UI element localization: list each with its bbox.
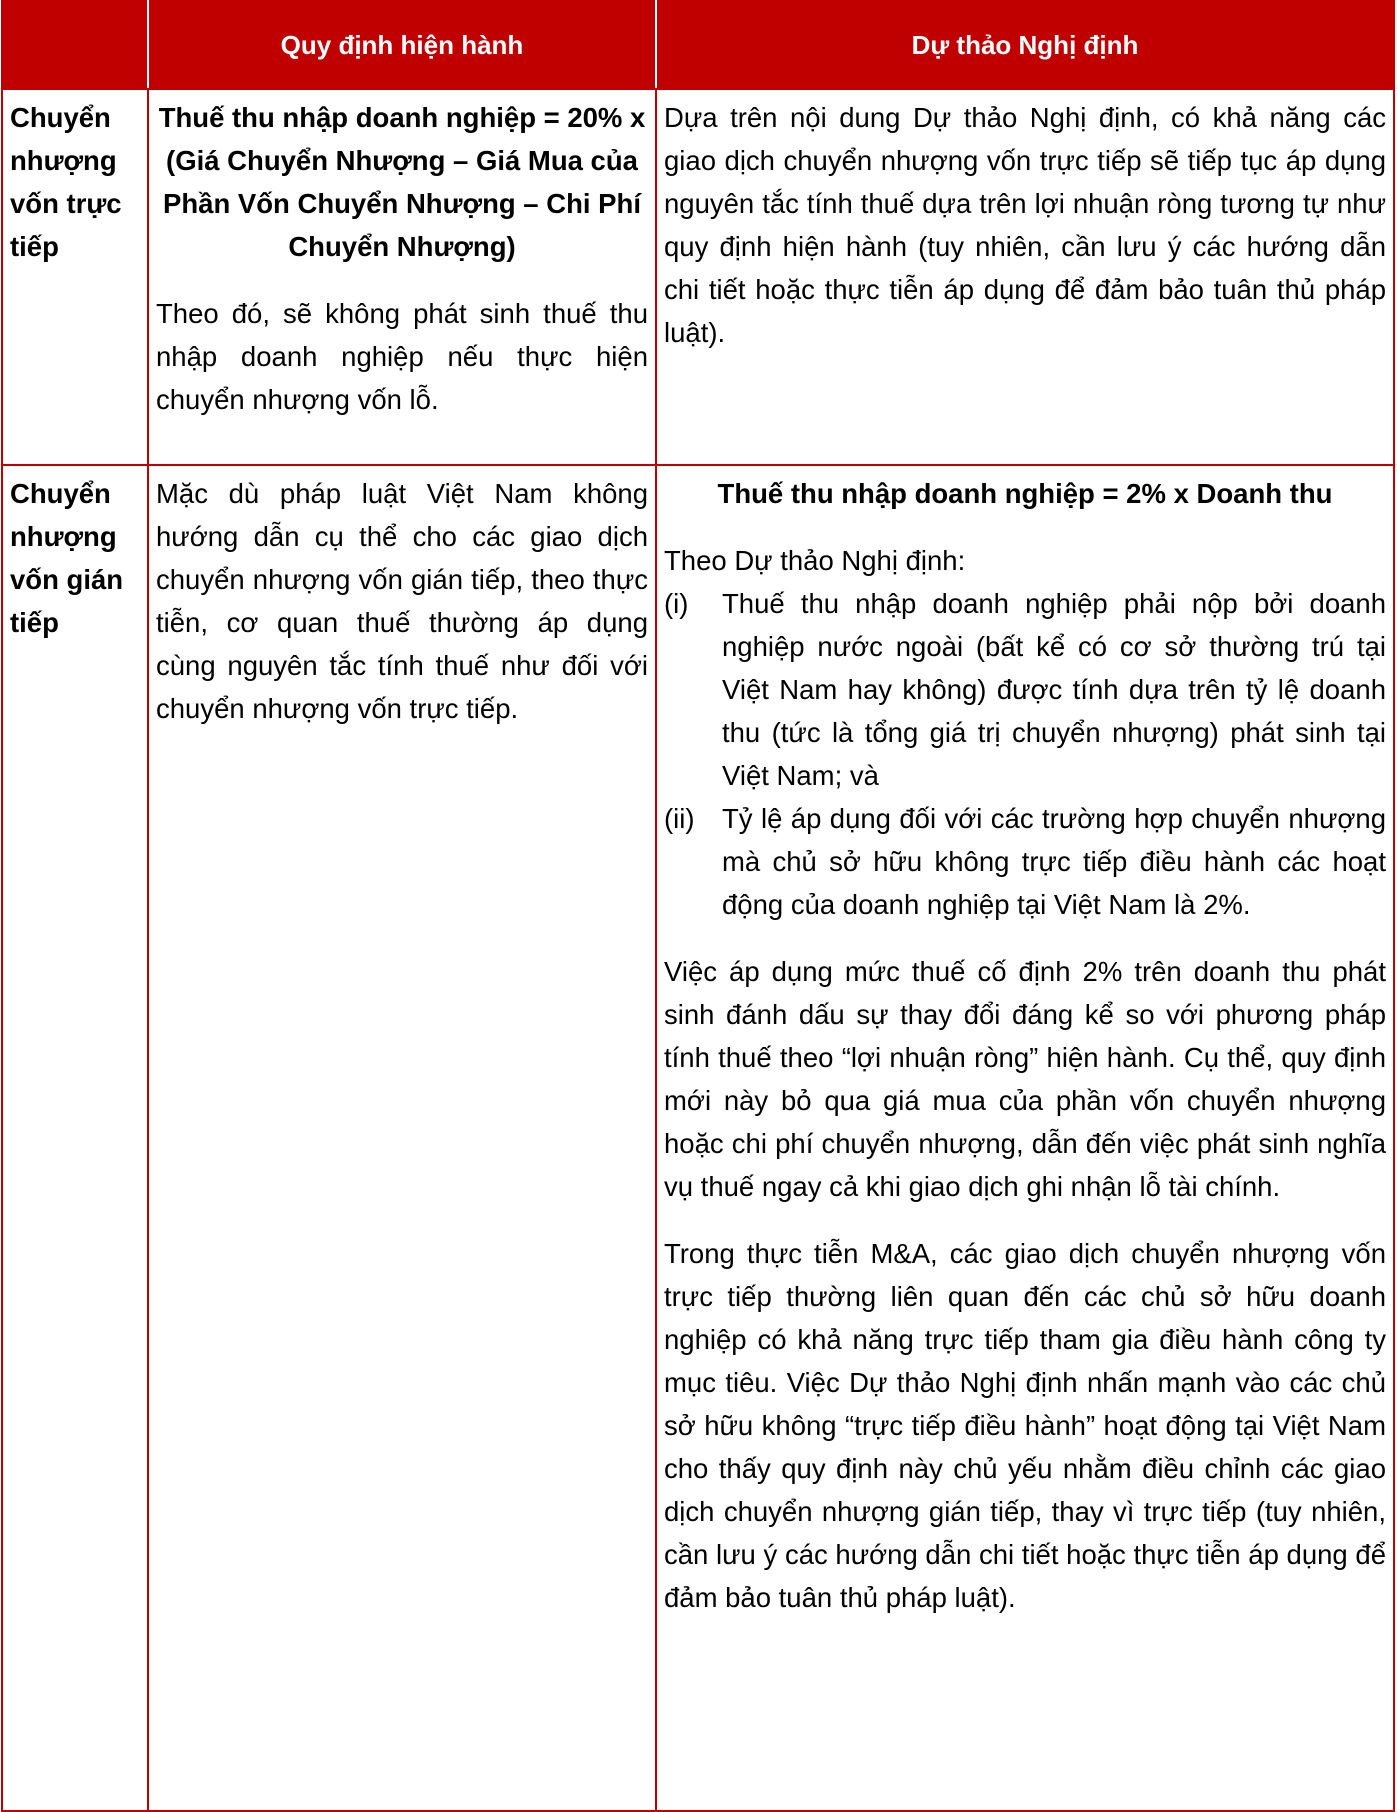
cell-draft-indirect <box>656 465 1394 1811</box>
list-item <box>664 582 1386 797</box>
row-label-direct-transfer: Chuyển nhượng vốn trực tiếp <box>2 89 148 465</box>
draft-indirect-paragraph-2: Trong thực tiễn M&A, các giao dịch chuyển nhượng vốn trực tiếp thường liên quan đến các chủ sở hữu doanh nghiệp có khả năng trực tiếp tham gia điều hành công ty mục tiêu. Việc Dự thảo Nghị định nhấn mạnh vào các chủ sở hữu không “trực tiếp điều hành” hoạt động tại Việt Nam cho thấy quy định này chủ yếu nhằm điều chỉnh các giao dịch chuyển nhượng gián tiếp, thay vì trực tiếp (tuy nhiên, cần lưu ý các hướng dẫn chi tiết hoặc thực tiễn áp dụng để đảm bảo tuân thủ pháp luật). <box>664 1238 1386 1613</box>
draft-indirect-formula: Thuế thu nhập doanh nghiệp = 2% x Doanh thu <box>717 478 1333 509</box>
header-row <box>2 1 1394 89</box>
draft-indirect-intro: Theo Dự thảo Nghị định: <box>664 545 966 576</box>
current-direct-text: Theo đó, sẽ không phát sinh thuế thu nhập doanh nghiệp nếu thực hiện chuyển nhượng vốn lỗ. <box>156 298 648 415</box>
list-item-text: Thuế thu nhập doanh nghiệp phải nộp bởi doanh nghiệp nước ngoài (bất kể có cơ sở thường trú tại Việt Nam hay không) được tính dựa trên tỷ lệ doanh thu (tức là tổng giá trị chuyển nhượng) phát sinh tại Việt Nam; và <box>722 588 1386 791</box>
header-current-regulation: Quy định hiện hành <box>148 1 656 89</box>
list-item-number: (ii) <box>664 803 695 834</box>
draft-direct-text: Dựa trên nội dung Dự thảo Nghị định, có khả năng các giao dịch chuyển nhượng vốn trực tiếp sẽ tiếp tục áp dụng nguyên tắc tính thuế dựa trên lợi nhuận ròng tương tự như quy định hiện hành (tuy nhiên, cần lưu ý các hướng dẫn chi tiết hoặc thực tiễn áp dụng để đảm bảo tuân thủ pháp luật). <box>664 102 1386 348</box>
list-item-text: Tỷ lệ áp dụng đối với các trường hợp chuyển nhượng mà chủ sở hữu không trực tiếp điều hành các hoạt động của doanh nghiệp tại Việt Nam là 2%. <box>722 803 1386 920</box>
current-indirect-text: Mặc dù pháp luật Việt Nam không hướng dẫn cụ thể cho các giao dịch chuyển nhượng vốn gián tiếp, theo thực tiễn, cơ quan thuế thường áp dụng cùng nguyên tắc tính thuế như đối với chuyển nhượng vốn trực tiếp. <box>156 478 648 724</box>
header-blank <box>2 1 148 89</box>
header-draft-decree: Dự thảo Nghị định <box>656 1 1394 89</box>
table-row-direct-transfer <box>2 89 1394 465</box>
list-item <box>664 797 1386 926</box>
list-item-number: (i) <box>664 588 689 619</box>
row-label-indirect-transfer: Chuyển nhượng vốn gián tiếp <box>2 465 148 1811</box>
comparison-table <box>1 0 1395 1812</box>
cell-current-direct <box>148 89 656 465</box>
current-direct-formula: Thuế thu nhập doanh nghiệp = 20% x (Giá Chuyển Nhượng – Giá Mua của Phần Vốn Chuyển Nhượng – Chi Phí Chuyển Nhượng) <box>158 102 646 262</box>
cell-current-indirect <box>148 465 656 1811</box>
table-row-indirect-transfer <box>2 465 1394 1811</box>
draft-indirect-paragraph-1: Việc áp dụng mức thuế cố định 2% trên doanh thu phát sinh đánh dấu sự thay đổi đáng kể so với phương pháp tính thuế theo “lợi nhuận ròng” hiện hành. Cụ thể, quy định mới này bỏ qua giá mua của phần vốn chuyển nhượng hoặc chi phí chuyển nhượng, dẫn đến việc phát sinh nghĩa vụ thuế ngay cả khi giao dịch ghi nhận lỗ tài chính. <box>664 956 1386 1202</box>
cell-draft-direct <box>656 89 1394 465</box>
